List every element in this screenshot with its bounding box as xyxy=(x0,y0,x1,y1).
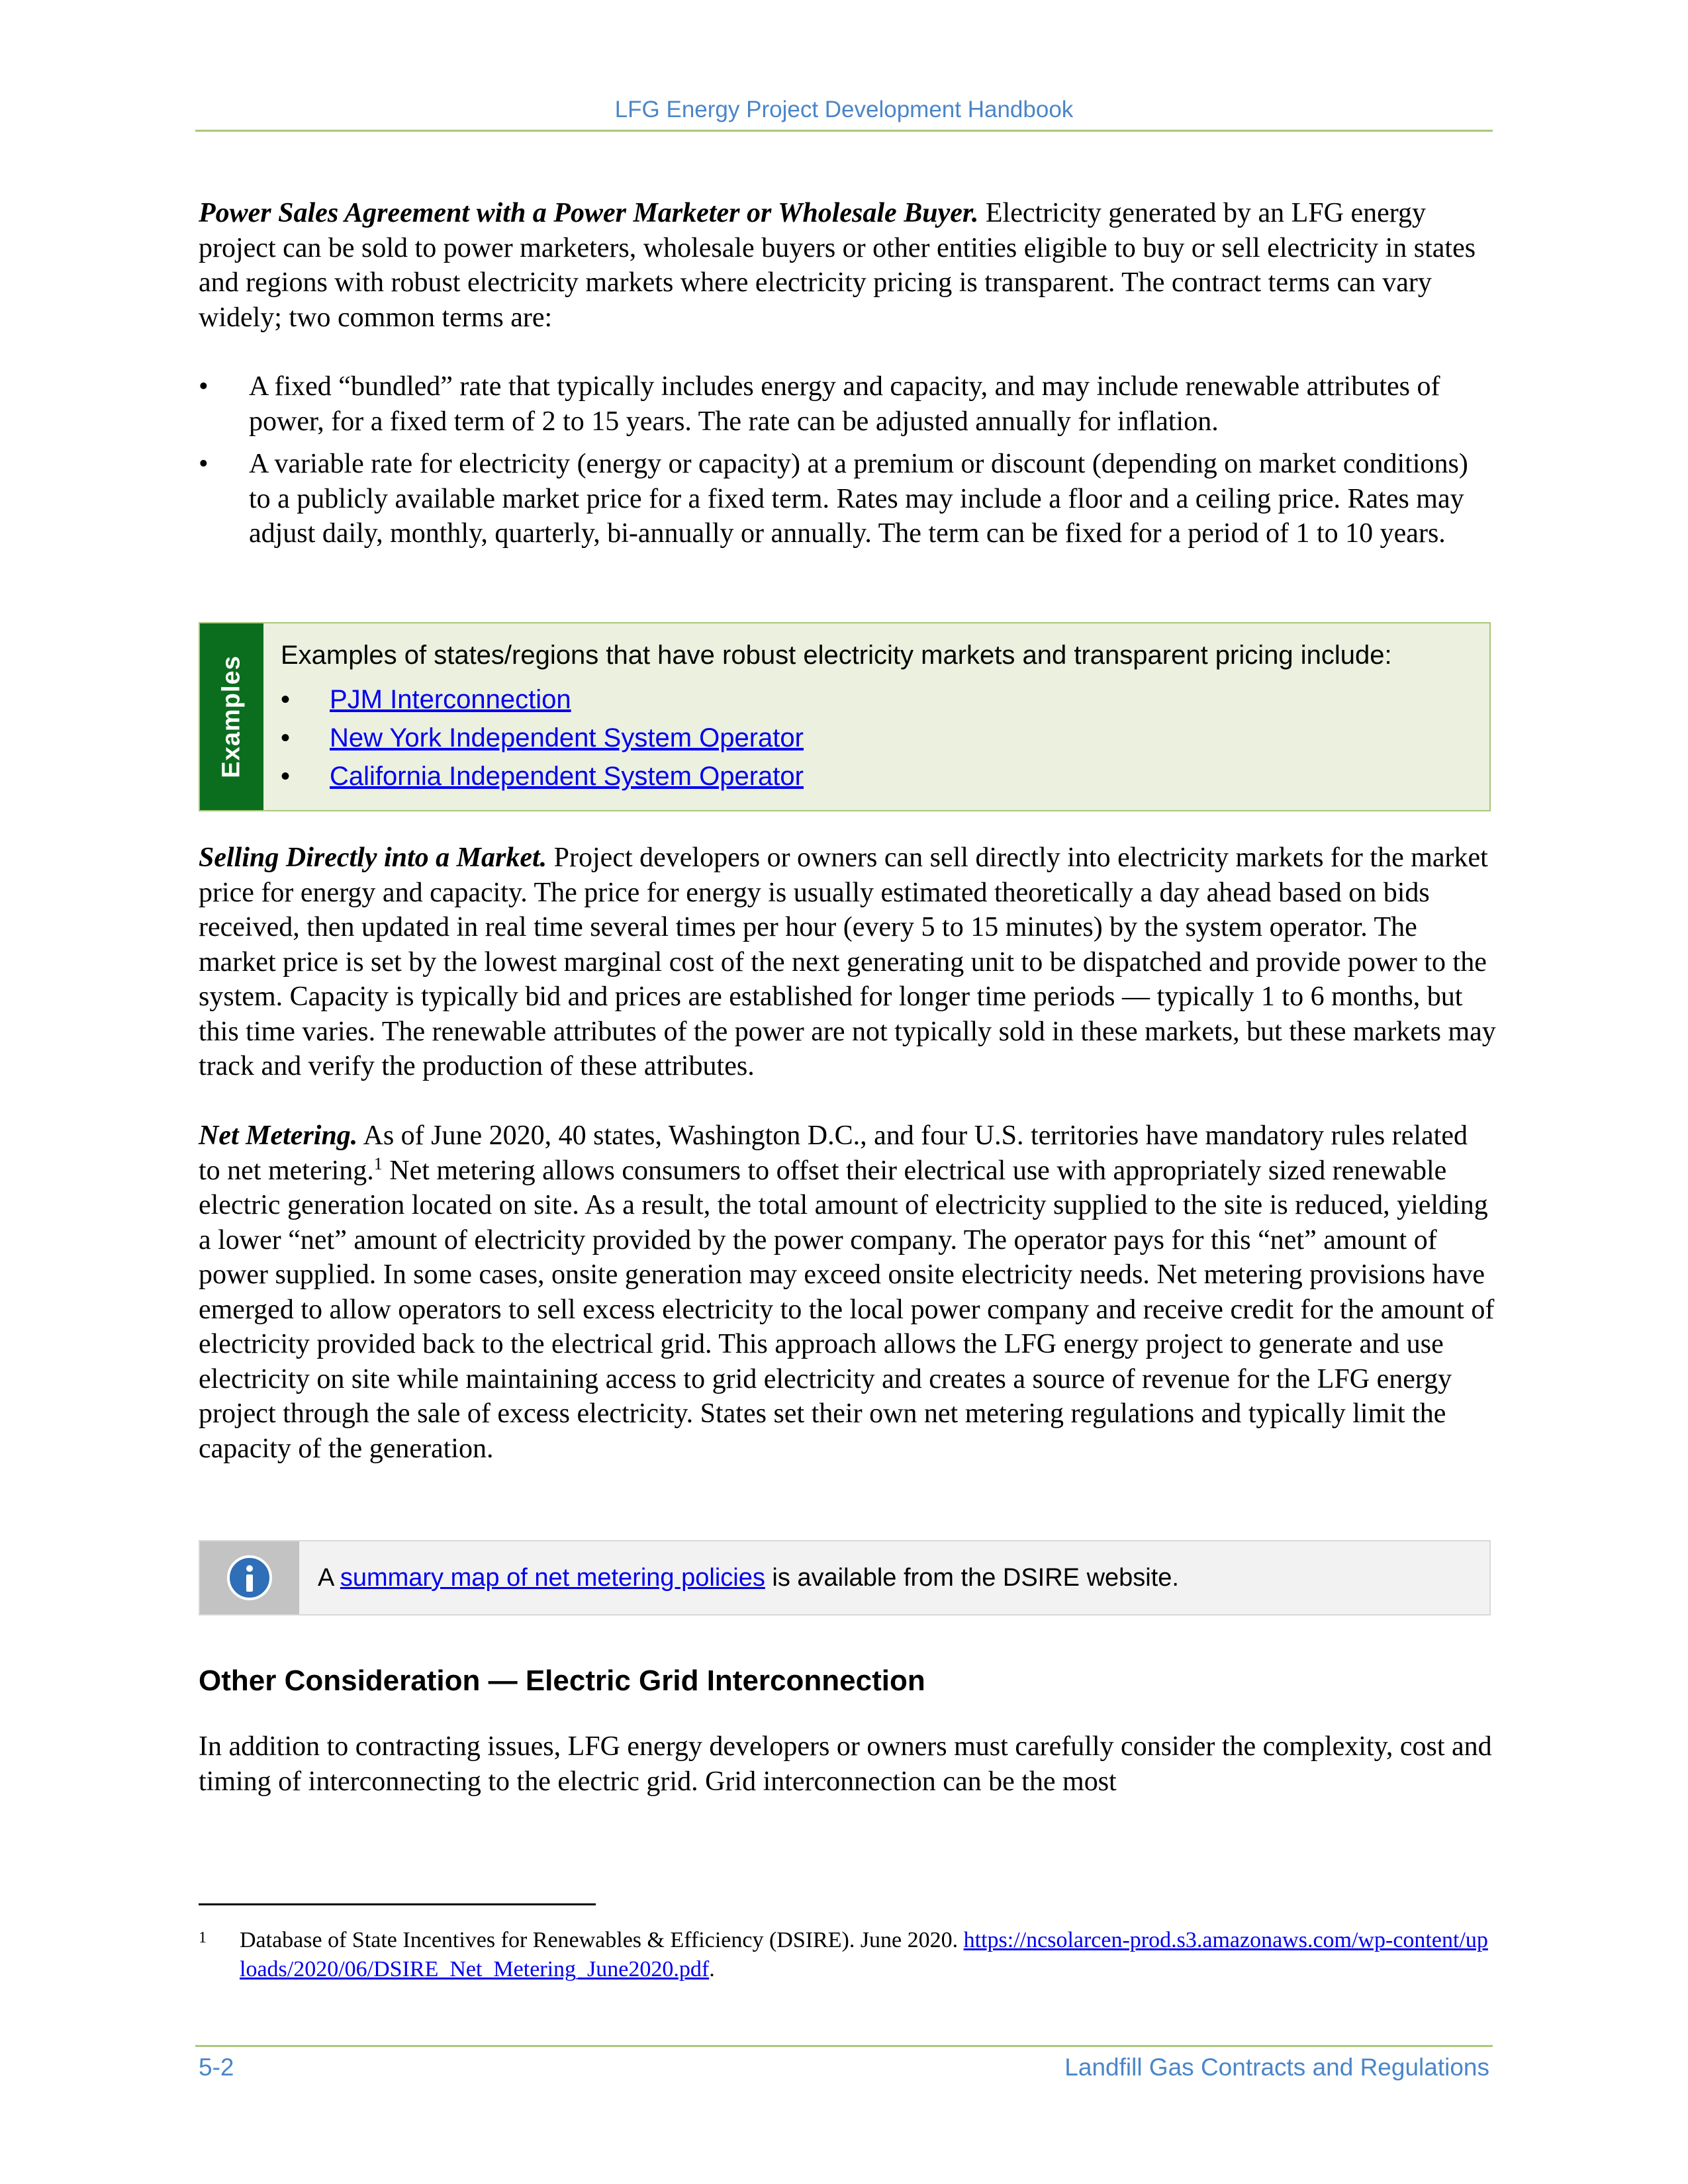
footnote-reference[interactable]: 1 xyxy=(373,1154,383,1173)
header-rule xyxy=(195,130,1493,132)
section-heading: Other Consideration — Electric Grid Interconnection xyxy=(199,1664,925,1697)
net-metering-lead: Net Metering. xyxy=(199,1120,358,1151)
chapter-title: Landfill Gas Contracts and Regulations xyxy=(1064,2054,1489,2081)
examples-link-list xyxy=(281,680,1476,796)
power-sales-text: Electricity generated by an LFG energy project can be sold to power marketers, wholesale buyers or other entities eligible to buy or sell electricity in states and regions with robust electricity markets where electricity pricing is transparent. The contract terms can vary widely; two common terms are: xyxy=(199,198,1476,333)
list-item xyxy=(281,680,1476,719)
footnote xyxy=(199,1926,1489,1984)
power-sales-section xyxy=(199,196,1496,559)
info-suffix: is available from the DSIRE website. xyxy=(765,1563,1179,1592)
examples-callout xyxy=(199,622,1491,811)
footnote-number: 1 xyxy=(199,1929,207,1946)
examples-tab xyxy=(200,623,263,810)
contract-terms-list xyxy=(199,369,1496,551)
page-header-title: LFG Energy Project Development Handbook xyxy=(614,97,1074,122)
net-metering-text-before: As of June 2020, 40 states, Washington D.C., and four U.S. territories have mandatory rules related to net metering. xyxy=(199,1120,1468,1186)
examples-body xyxy=(281,637,1476,796)
info-prefix: A xyxy=(318,1563,340,1592)
net-metering-paragraph xyxy=(199,1118,1496,1466)
examples-intro: Examples of states/regions that have robust electricity markets and transparent pricing include: xyxy=(281,641,1392,670)
interconnection-paragraph: In addition to contracting issues, LFG energy developers or owners must carefully consider the complexity, cost and timing of interconnecting to the electric grid. Grid interconnection can be the most xyxy=(199,1731,1492,1797)
footer-rule xyxy=(195,2045,1493,2047)
selling-market-section xyxy=(199,841,1496,1084)
footnote-text xyxy=(199,1926,1489,1984)
net-metering-text-after: Net metering allows consumers to offset their electrical use with appropriately sized renewable electric generation located on site. As a result, the total amount of electricity supplied to the site is reduced, yielding a lower “net” amount of electricity provided by the power company. The operator pays for this “net” amount of power supplied. In some cases, onsite generation may exceed onsite electricity needs. Net metering provisions have emerged to allow operators to sell excess electricity to the local power company and receive credit for the amount of electricity provided back to the electrical grid. This approach allows the LFG energy project to generate and use electricity on site while maintaining access to grid electricity and creates a source of revenue for the LFG energy project through the sale of excess electricity. States set their own net metering regulations and typically limit the capacity of the generation. xyxy=(199,1155,1495,1464)
selling-market-paragraph xyxy=(199,841,1496,1084)
power-sales-paragraph xyxy=(199,196,1496,335)
list-item xyxy=(281,719,1476,757)
footnote-citation: Database of State Incentives for Renewables & Efficiency (DSIRE). June 2020. xyxy=(240,1928,964,1952)
pjm-link[interactable]: PJM Interconnection xyxy=(330,685,571,714)
examples-tab-label: Examples xyxy=(217,655,246,778)
power-sales-lead: Power Sales Agreement with a Power Marketer or Wholesale Buyer. xyxy=(199,198,979,228)
net-metering-map-link[interactable]: summary map of net metering policies xyxy=(340,1563,765,1592)
info-icon xyxy=(227,1555,272,1600)
net-metering-section xyxy=(199,1118,1496,1466)
info-side-panel xyxy=(200,1541,299,1614)
list-item: • A variable rate for electricity (energy or capacity) at a premium or discount (depending on market conditions) to a publicly available market price for a fixed term. Rates may include a floor and a ceiling price. Rates may adjust daily, monthly, quarterly, bi-annually or annually. The term can be fixed for a period of 1 to 10 years. xyxy=(199,447,1496,551)
caiso-link[interactable]: California Independent System Operator xyxy=(330,762,804,791)
footnote-rule xyxy=(199,1903,596,1905)
list-item xyxy=(281,757,1476,796)
dsire-pdf-link[interactable]: https://ncsolarcen-prod.s3.amazonaws.com/wp-content/uploads/2020/06/DSIRE_Net_Metering_June2020.pdf xyxy=(240,1928,1488,1981)
page-number: 5-2 xyxy=(199,2054,234,2081)
selling-market-lead: Selling Directly into a Market. xyxy=(199,842,547,873)
selling-market-text: Project developers or owners can sell directly into electricity markets for the market price for energy and capacity. The price for energy is usually estimated theoretically a day ahead based on bids received, then updated in real time several times per hour (every 5 to 15 minutes) by the system operator. The market price is set by the lowest marginal cost of the next generating unit to be dispatched and provide power to the system. Capacity is typically bid and prices are established for longer time periods — typically 1 to 6 months, but this time varies. The renewable attributes of the power are not typically sold in these markets, but these markets may track and verify the production of these attributes. xyxy=(199,842,1496,1081)
interconnection-section xyxy=(199,1729,1496,1799)
list-item: • A fixed “bundled” rate that typically includes energy and capacity, and may include renewable attributes of power, for a fixed term of 2 to 15 years. The rate can be adjusted annually for inflation. xyxy=(199,369,1496,439)
info-callout xyxy=(199,1540,1491,1615)
info-text xyxy=(318,1541,1179,1614)
footnote-end: . xyxy=(709,1957,715,1981)
nyiso-link[interactable]: New York Independent System Operator xyxy=(330,723,804,752)
